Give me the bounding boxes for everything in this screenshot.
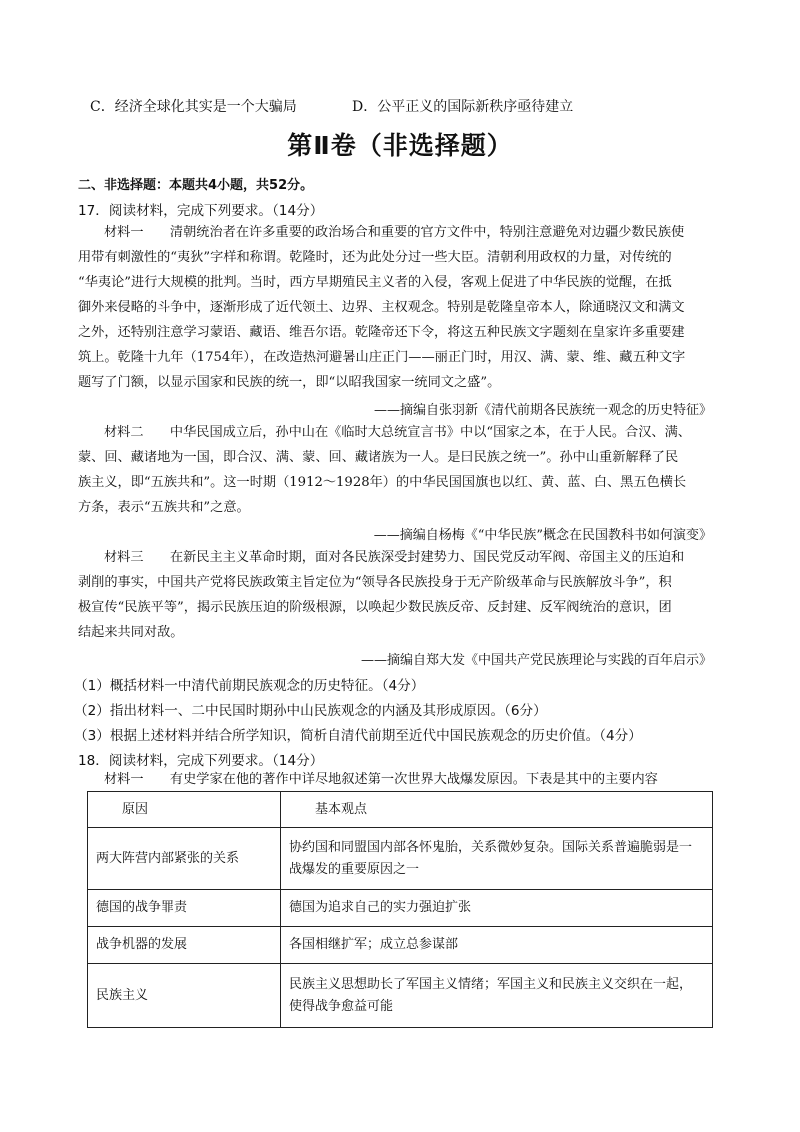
q17-m1-line: 筑上。乾隆十九年（1754年），在改造热河避暑山庄正门——丽正门时，用汉、满、蒙、维、藏五种文字: [78, 350, 686, 365]
q17-m2-source: ——摘编自杨梅《“中华民族”概念在民国教科书如何演变》: [373, 528, 712, 543]
table-cell-view-line: 使得战争愈益可能: [289, 998, 394, 1014]
q18-heading: 18．阅读材料，完成下列要求。（14分）: [78, 753, 324, 769]
q17-m3-line: 剥削的事实，中国共产党将民族政策主旨定位为“领导各民族投身于无产阶级革命与民族解放斗争”，积: [78, 575, 672, 590]
table-header-view: 基本观点: [281, 792, 713, 828]
q17-m1-line: 用带有刺激性的“夷狄”字样和称谓。乾隆时，还为此处分过一些大臣。清朝利用政权的力量，对传统的: [78, 250, 672, 265]
q17-m1-line: 材料一 清朝统治者在许多重要的政治场合和重要的官方文件中，特别注意避免对边疆少数民族使: [104, 225, 685, 240]
volume-title: 第Ⅱ卷（非选择题）: [287, 131, 513, 160]
q17-m3-line: 结起来共同对敌。: [78, 625, 184, 640]
q17-m2-line: 材料二 中华民国成立后，孙中山在《临时大总统宣言书》中以“国家之本，在于人民。合汉、满、: [104, 425, 691, 440]
q17-m1-line: 御外来侵略的斗争中，逐渐形成了近代领土、边界、主权观念。特别是乾隆皇帝本人，除通晓汉文和满文: [78, 300, 685, 315]
option-c: C．经济全球化其实是一个大骗局: [90, 99, 297, 115]
q17-m1-source: ——摘编自张羽新《清代前期各民族统一观念的历史特征》: [373, 403, 712, 418]
q17-heading: 17．阅读材料，完成下列要求。（14分）: [78, 203, 324, 219]
table-header-cause: 原因: [88, 792, 281, 828]
table-row: [88, 828, 713, 890]
q17-m2-line: 方条，表示“五族共和”之意。: [78, 500, 250, 515]
q17-question-3: （3）根据上述材料并结合所学知识，简析自清代前期至近代中国民族观念的历史价值。（4分）: [74, 728, 642, 744]
table-cell-view: [281, 964, 713, 1028]
q17-question-2: （2）指出材料一、二中民国时期孙中山民族观念的内涵及其形成原因。（6分）: [74, 703, 547, 719]
option-d: D．公平正义的国际新秩序亟待建立: [352, 99, 574, 115]
section-header: 二、非选择题：本题共4小题，共52分。: [78, 178, 314, 193]
q17-m1-line: 题写了门额，以显示国家和民族的统一，即“以昭我国家一统同文之盛”。: [78, 375, 501, 390]
table-cell-cause: 战争机器的发展: [88, 927, 281, 964]
table-cell-cause: 民族主义: [88, 964, 281, 1028]
table-cell-cause: 两大阵营内部紧张的关系: [88, 828, 281, 890]
q17-m2-line: 族主义，即“五族共和”。这一时期（1912～1928年）的中华民国国旗也以红、黄、蓝、白、黑五色横长: [78, 475, 687, 490]
table-cell-view: 各国相继扩军；成立总参谋部: [281, 927, 713, 964]
table-header-row: [88, 792, 713, 828]
table-cell-view: 德国为追求自己的实力强迫扩张: [281, 890, 713, 927]
q17-m3-line: 材料三 在新民主主义革命时期，面对各民族深受封建势力、国民党反动军阀、帝国主义的压迫和: [104, 550, 685, 565]
table-cell-view-line: 战爆发的重要原因之一: [289, 861, 420, 877]
q17-m2-line: 蒙、回、藏诸地为一国，即合汉、满、蒙、回、藏诸族为一人。是曰民族之统一”。孙中山重新解释了民: [78, 450, 679, 465]
table-row: [88, 964, 713, 1028]
table-cell-view-line: 民族主义思想助长了军国主义情绪；军国主义和民族主义交织在一起，: [289, 976, 693, 992]
q17-m1-line: 之外，还特别注意学习蒙语、藏语、维吾尔语。乾隆帝还下令，将这五种民族文字题刻在皇家许多重要建: [78, 325, 685, 340]
table-row: [88, 890, 713, 927]
q17-question-1: （1）概括材料一中清代前期民族观念的历史特征。（4分）: [74, 678, 425, 694]
q18-m1-intro: 材料一 有史学家在他的著作中详尽地叙述第一次世界大战爆发原因。下表是其中的主要内容: [104, 772, 658, 787]
table-cell-cause: 德国的战争罪责: [88, 890, 281, 927]
table-cell-view-line: 协约国和同盟国内部各怀鬼胎，关系微妙复杂。国际关系普遍脆弱是一: [289, 839, 693, 855]
q17-m3-line: 极宣传“民族平等”，揭示民族压迫的阶级根源，以唤起少数民族反帝、反封建、反军阀统治的意识，团: [78, 600, 672, 615]
causes-table: [87, 791, 713, 1028]
q17-m1-line: “华夷论”进行大规模的批判。当时，西方早期殖民主义者的入侵，客观上促进了中华民族的觉醒，在抵: [78, 275, 672, 290]
q17-m3-source: ——摘编自郑大发《中国共产党民族理论与实践的百年启示》: [360, 653, 712, 668]
table-row: [88, 927, 713, 964]
table-cell-view: [281, 828, 713, 890]
